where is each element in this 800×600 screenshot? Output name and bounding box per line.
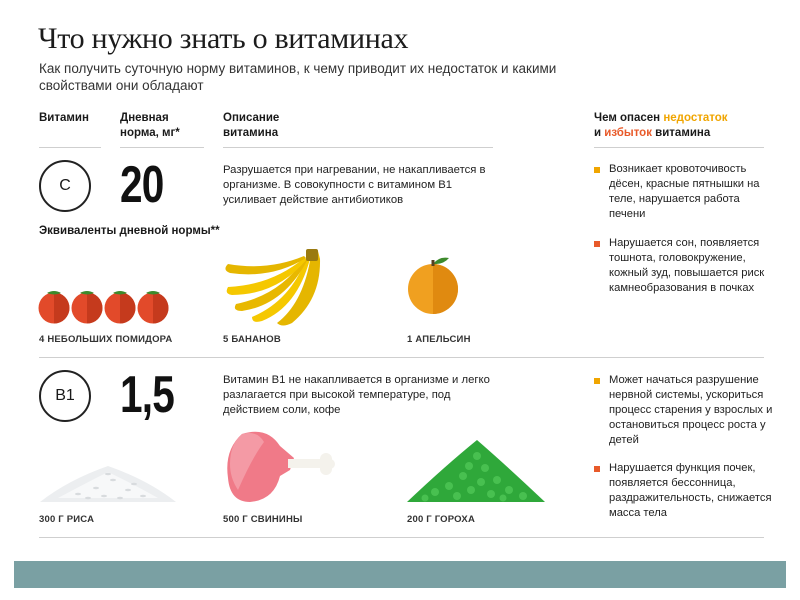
peas-icon bbox=[405, 436, 547, 504]
header-danger-prefix: Чем опасен bbox=[594, 112, 664, 124]
header-danger-excess: избыток bbox=[604, 127, 652, 139]
excess-text: Нарушается сон, появляется тошнота, головокружение, кожный зуд, повышается риск камнеобразования в почках bbox=[609, 237, 765, 294]
page-title: Что нужно знать о витаминах bbox=[38, 22, 409, 55]
header-danger-suffix: витамина bbox=[651, 127, 711, 139]
header-danger-deficiency: недостаток bbox=[663, 112, 728, 124]
rice-icon bbox=[38, 462, 178, 504]
header-description bbox=[223, 111, 279, 141]
bananas-icon bbox=[222, 249, 324, 329]
deficiency-item bbox=[594, 373, 784, 448]
vitamin-description: Витамин В1 не накапливается в организме и легко разлагается при высокой температуре, под действием соли, кофе bbox=[223, 374, 490, 416]
deficiency-marker bbox=[594, 167, 600, 173]
header-description-line1: Описание bbox=[223, 112, 280, 124]
deficiency-text: Возникает кровоточивость дёсен, красные пятнышки на теле, нарушается работа печени bbox=[609, 163, 760, 220]
deficiency-marker bbox=[594, 378, 600, 384]
divider bbox=[223, 147, 493, 148]
vitamin-name: В1 bbox=[55, 387, 75, 404]
food-caption: 500 Г СВИНИНЫ bbox=[223, 514, 303, 525]
excess-item bbox=[594, 236, 779, 296]
daily-norm-value: 20 bbox=[120, 156, 164, 214]
excess-marker bbox=[594, 466, 600, 472]
excess-item bbox=[594, 461, 784, 521]
food-caption: 1 АПЕЛЬСИН bbox=[407, 334, 471, 345]
excess-marker bbox=[594, 241, 600, 247]
orange-icon bbox=[405, 254, 463, 316]
vitamin-badge bbox=[39, 160, 91, 212]
header-description-line2: витамина bbox=[223, 127, 279, 139]
vitamin-description: Разрушается при нагревании, не накапливается в организме. В совокупности с витамином В1 усиливает действие антибиотиков bbox=[223, 164, 486, 206]
vitamin-name: C bbox=[59, 177, 71, 194]
divider bbox=[39, 147, 101, 148]
header-danger bbox=[594, 111, 728, 141]
food-caption: 300 Г РИСА bbox=[39, 514, 95, 525]
footer-band bbox=[14, 561, 786, 588]
divider bbox=[120, 147, 204, 148]
pork-leg-icon bbox=[222, 428, 342, 506]
food-caption: 4 НЕБОЛЬШИХ ПОМИДОРА bbox=[39, 334, 173, 345]
daily-norm-value: 1,5 bbox=[120, 366, 175, 424]
header-daily-norm-line1: Дневная bbox=[120, 112, 169, 124]
section-divider bbox=[39, 357, 764, 358]
header-danger-conj: и bbox=[594, 127, 605, 139]
header-vitamin: Витамин bbox=[39, 112, 89, 124]
vitamin-badge bbox=[39, 370, 91, 422]
divider bbox=[594, 147, 764, 148]
header-daily-norm-line2: норма, мг* bbox=[120, 127, 180, 139]
deficiency-text: Может начаться разрушение нервной системы, ускориться процесс старения у взрослых и остановиться процесс роста у детей bbox=[609, 374, 773, 446]
tomatoes-icon bbox=[38, 286, 170, 330]
excess-text: Нарушается функция почек, появляется бессонница, раздражительность, снижается масса тела bbox=[609, 462, 772, 519]
bottom-divider bbox=[39, 537, 764, 538]
food-caption: 200 Г ГОРОХА bbox=[407, 514, 476, 525]
header-daily-norm bbox=[120, 111, 180, 141]
equivalents-label: Эквиваленты дневной нормы** bbox=[39, 225, 220, 237]
food-caption: 5 БАНАНОВ bbox=[223, 334, 281, 345]
page-subtitle: Как получить суточную норму витаминов, к чему приводит их недостаток и какими свойствами они обладают bbox=[39, 61, 557, 93]
deficiency-item bbox=[594, 162, 779, 222]
